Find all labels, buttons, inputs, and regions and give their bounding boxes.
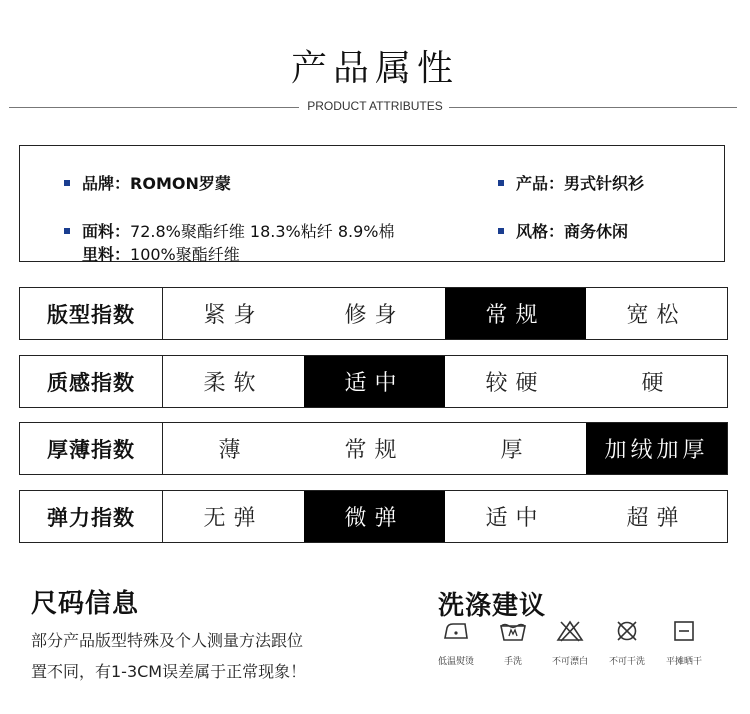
no-dry-clean-icon: [612, 620, 642, 642]
page-subtitle: PRODUCT ATTRIBUTES: [301, 99, 449, 113]
index-label: 厚薄指数: [20, 423, 163, 474]
index-option: 常规: [344, 438, 405, 463]
index-option: 超弹: [626, 506, 687, 531]
index-label: 质感指数: [20, 356, 163, 407]
wash-item-handwash: [483, 620, 543, 667]
size-info-note: 部分产品版型特殊及个人测量方法跟位 置不同，有1-3CM误差属于正常现象！: [31, 631, 307, 681]
index-option-selected: 加绒加厚: [586, 423, 727, 474]
attr-lining: 里料：100%聚酯纤维: [82, 245, 240, 264]
index-option: 适中: [485, 506, 546, 531]
index-option-selected: 常规: [445, 288, 586, 339]
index-option: 无弹: [203, 506, 264, 531]
low-temp-iron-icon: [441, 620, 471, 642]
wash-item-iron: [426, 620, 486, 667]
wash-label: 不可干洗: [608, 657, 645, 667]
index-option: 硬: [641, 371, 672, 396]
wash-item-dryflat: [654, 620, 714, 667]
wash-item-nobleach: [540, 620, 600, 667]
index-option: 较硬: [485, 371, 546, 396]
bullet-icon: [498, 228, 504, 234]
index-option: 薄: [218, 438, 249, 463]
no-bleach-icon: [555, 620, 585, 642]
attr-product: 产品：男式针织衫: [498, 171, 644, 194]
index-option-selected: 微弹: [304, 491, 445, 542]
bullet-icon: [498, 180, 504, 186]
index-option: 修身: [344, 303, 405, 328]
index-option: 厚: [500, 438, 531, 463]
wash-label: 低温熨烫: [437, 657, 474, 667]
size-info-title: 尺码信息: [31, 589, 140, 619]
index-row-fit: [19, 287, 728, 340]
index-row-thickness: [19, 422, 728, 475]
hand-wash-icon: [498, 620, 528, 642]
index-option-selected: 适中: [304, 356, 445, 407]
wash-label: 手洗: [503, 657, 522, 667]
wash-title: 洗涤建议: [438, 591, 547, 621]
bullet-icon: [64, 180, 70, 186]
bullet-icon: [64, 228, 70, 234]
page-title: 产品属性: [290, 48, 459, 89]
index-label: 版型指数: [20, 288, 163, 339]
index-option: 柔软: [203, 371, 264, 396]
index-option: 紧身: [203, 303, 264, 328]
attributes-box: [19, 145, 725, 262]
index-label: 弹力指数: [20, 491, 163, 542]
index-row-elasticity: [19, 490, 728, 543]
attr-brand: 品牌：ROMON罗蒙: [64, 171, 231, 194]
wash-label: 不可漂白: [551, 657, 588, 667]
wash-item-nodryclean: [597, 620, 657, 667]
wash-label: 平摊晒干: [665, 657, 702, 667]
attr-style: 风格：商务休闲: [498, 219, 628, 242]
attr-fabric: 面料：72.8%聚酯纤维 18.3%粘纤 8.9%棉: [64, 219, 395, 242]
dry-flat-icon: [669, 620, 699, 642]
index-option: 宽松: [626, 303, 687, 328]
index-row-texture: [19, 355, 728, 408]
